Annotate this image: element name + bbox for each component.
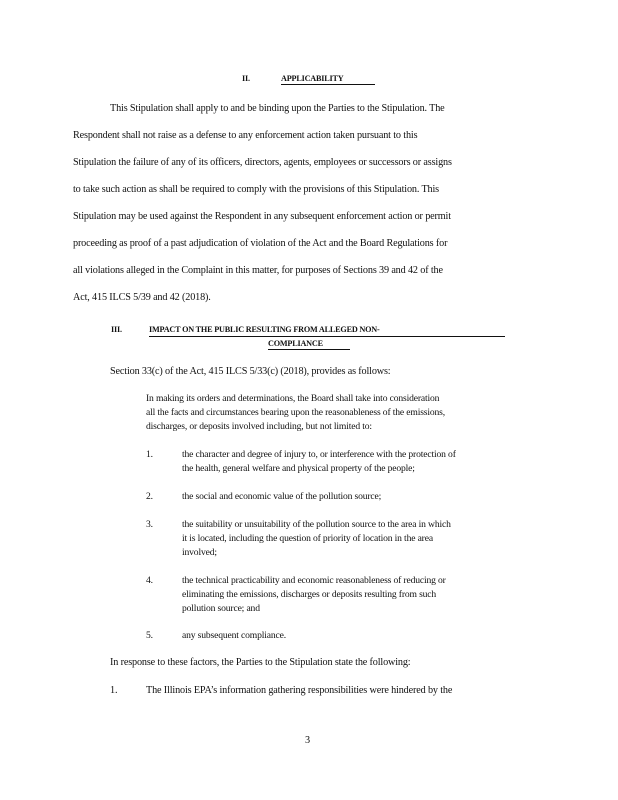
factor-3-line-3: involved; [182, 547, 217, 558]
page-number: 3 [305, 735, 310, 746]
section-3-intro: Section 33(c) of the Act, 415 ILCS 5/33(c) (2018), provides as follows: [110, 366, 391, 377]
section-3-title-line-2: COMPLIANCE [268, 339, 323, 348]
section-3-title-underline-1 [149, 336, 505, 337]
factor-3-number: 3. [146, 519, 153, 530]
response-1-text: The Illinois EPA’s information gathering responsibilities were hindered by the [146, 685, 453, 696]
section-2-line-4: to take such action as shall be required to comply with the provisions of this Stipulation. This [73, 184, 439, 195]
section-2-line-3: Stipulation the failure of any of its officers, directors, agents, employees or successors or assigns [73, 157, 452, 168]
section-2-number: II. [242, 74, 250, 83]
section-2-line-6: proceeding as proof of a past adjudication of violation of the Act and the Board Regulations for [73, 238, 448, 249]
response-1-number: 1. [110, 685, 118, 696]
factor-2-line-1: the social and economic value of the pollution source; [182, 491, 382, 502]
factor-4-number: 4. [146, 575, 153, 586]
quote-line-1: In making its orders and determinations, the Board shall take into consideration [146, 393, 440, 404]
section-2-line-5: Stipulation may be used against the Respondent in any subsequent enforcement action or permit [73, 211, 451, 222]
section-2-line-8: Act, 415 ILCS 5/39 and 42 (2018). [73, 292, 211, 303]
section-3-title-line-1: IMPACT ON THE PUBLIC RESULTING FROM ALLEGED NON- [149, 325, 380, 334]
factor-4-line-2: eliminating the emissions, discharges or deposits resulting from such [182, 589, 437, 600]
quote-line-2: all the facts and circumstances bearing upon the reasonableness of the emissions, [146, 407, 446, 418]
section-2-line-1: This Stipulation shall apply to and be binding upon the Parties to the Stipulation. The [110, 103, 445, 114]
factor-1-line-1: the character and degree of injury to, or interference with the protection of [182, 449, 456, 460]
section-3-number: III. [111, 325, 122, 334]
section-2-line-7: all violations alleged in the Complaint in this matter, for purposes of Sections 39 and 42 of the [73, 265, 443, 276]
factor-4-line-3: pollution source; and [182, 603, 260, 614]
factor-2-number: 2. [146, 491, 153, 502]
section-3-title-underline-2 [268, 349, 350, 350]
factor-1-number: 1. [146, 449, 153, 460]
factor-3-line-1: the suitability or unsuitability of the pollution source to the area in which [182, 519, 451, 530]
factor-5-line-1: any subsequent compliance. [182, 630, 286, 641]
factor-1-line-2: the health, general welfare and physical property of the people; [182, 463, 415, 474]
factor-3-line-2: it is located, including the question of priority of location in the area [182, 533, 433, 544]
section-2-title-underline [281, 84, 375, 85]
factor-5-number: 5. [146, 630, 153, 641]
section-2-line-2: Respondent shall not raise as a defense to any enforcement action taken pursuant to this [73, 130, 418, 141]
factor-4-line-1: the technical practicability and economic reasonableness of reducing or [182, 575, 446, 586]
quote-line-3: discharges, or deposits involved including, but not limited to: [146, 421, 372, 432]
response-intro: In response to these factors, the Parties to the Stipulation state the following: [110, 657, 411, 668]
section-2-title: APPLICABILITY [281, 74, 344, 83]
